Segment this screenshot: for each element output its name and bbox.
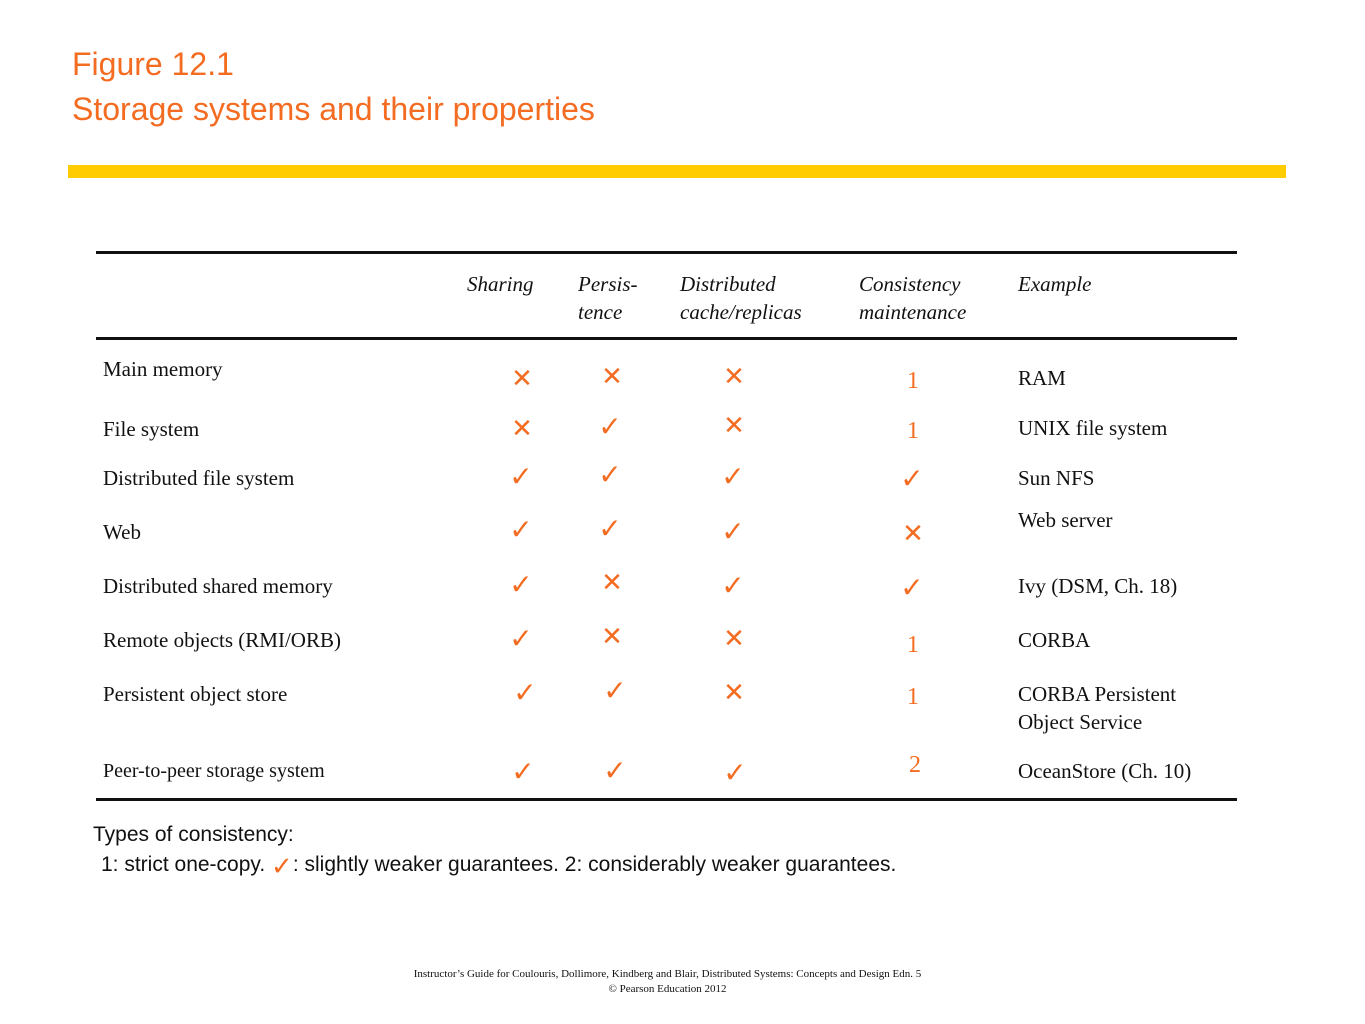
legend-heading: Types of consistency:	[93, 823, 294, 846]
example-sun-nfs: Sun NFS	[1018, 466, 1095, 490]
footer-citation: Instructor’s Guide for Coulouris, Dollimore, Kindberg and Blair, Distributed Systems: Concepts and Design Edn. 5	[413, 968, 922, 980]
row-label-peer-to-peer: Peer-to-peer storage system	[103, 760, 325, 782]
table-header-rule	[96, 337, 1237, 340]
row-label-web: Web	[103, 520, 141, 544]
cross-icon: ✕	[723, 624, 745, 654]
example-corba-persistent: CORBA Persistent Object Service	[1018, 682, 1177, 734]
check-icon: ✓	[509, 460, 533, 493]
example-corba: CORBA	[1018, 628, 1091, 652]
cross-icon: ✕	[511, 414, 533, 444]
consistency-level: 1	[907, 418, 919, 444]
check-icon: ✓	[721, 569, 745, 602]
row-label-remote-objects: Remote objects (RMI/ORB)	[103, 628, 341, 652]
table-top-rule	[96, 251, 1237, 254]
footer	[0, 967, 1365, 997]
row-label-main-memory: Main memory	[103, 357, 223, 381]
cross-icon: ✕	[902, 519, 924, 549]
consistency-legend	[93, 820, 896, 882]
check-icon: ✓	[598, 512, 622, 545]
row-label-file-system: File system	[103, 417, 200, 441]
cross-icon: ✕	[601, 568, 623, 598]
consistency-level: 1	[907, 632, 919, 658]
check-icon: ✓	[721, 515, 745, 548]
check-icon: ✓	[509, 513, 533, 546]
check-icon: ✓	[603, 754, 627, 787]
check-icon: ✓	[900, 571, 924, 604]
footer-copyright: © Pearson Education 2012	[608, 983, 727, 995]
header-consistency: Consistency maintenance	[859, 272, 967, 324]
figure-number: Figure 12.1	[72, 46, 234, 82]
consistency-level: 1	[907, 368, 919, 394]
legend-line: 1: strict one-copy. ✓: slightly weaker guarantees. 2: considerably weaker guarantees.	[101, 852, 897, 882]
cross-icon: ✕	[601, 362, 623, 392]
check-icon: ✓	[723, 756, 747, 789]
row-label-distributed-shared-memory: Distributed shared memory	[103, 574, 333, 598]
consistency-level: 2	[909, 752, 921, 778]
header-distributed: Distributed cache/replicas	[680, 272, 802, 324]
check-icon: ✓	[509, 622, 533, 655]
table-bottom-rule	[96, 798, 1237, 801]
example-oceanstore: OceanStore (Ch. 10)	[1018, 759, 1192, 783]
row-label-persistent-object-store: Persistent object store	[103, 682, 288, 706]
cross-icon: ✕	[511, 364, 533, 394]
example-unix: UNIX file system	[1018, 416, 1168, 440]
header-persistence: Persis- tence	[578, 272, 638, 324]
row-label-distributed-file-system: Distributed file system	[103, 466, 295, 490]
figure-caption: Storage systems and their properties	[72, 91, 595, 127]
check-icon: ✓	[598, 458, 622, 491]
header-sharing: Sharing	[467, 272, 534, 296]
cross-icon: ✕	[723, 678, 745, 708]
example-web-server: Web server	[1018, 508, 1113, 532]
cross-icon: ✕	[723, 411, 745, 441]
check-icon: ✓	[511, 755, 535, 788]
example-ram: RAM	[1018, 366, 1066, 390]
check-icon: ✓	[598, 410, 622, 443]
header-example: Example	[1018, 272, 1092, 296]
cross-icon: ✕	[601, 622, 623, 652]
accent-bar	[68, 165, 1286, 178]
cross-icon: ✕	[723, 362, 745, 392]
slide-title	[72, 42, 595, 132]
check-icon: ✓	[513, 676, 537, 709]
check-icon: ✓	[271, 852, 293, 882]
check-icon: ✓	[509, 568, 533, 601]
check-icon: ✓	[721, 460, 745, 493]
example-ivy: Ivy (DSM, Ch. 18)	[1018, 574, 1178, 598]
check-icon: ✓	[900, 462, 924, 495]
consistency-level: 1	[907, 684, 919, 710]
check-icon: ✓	[603, 674, 627, 707]
